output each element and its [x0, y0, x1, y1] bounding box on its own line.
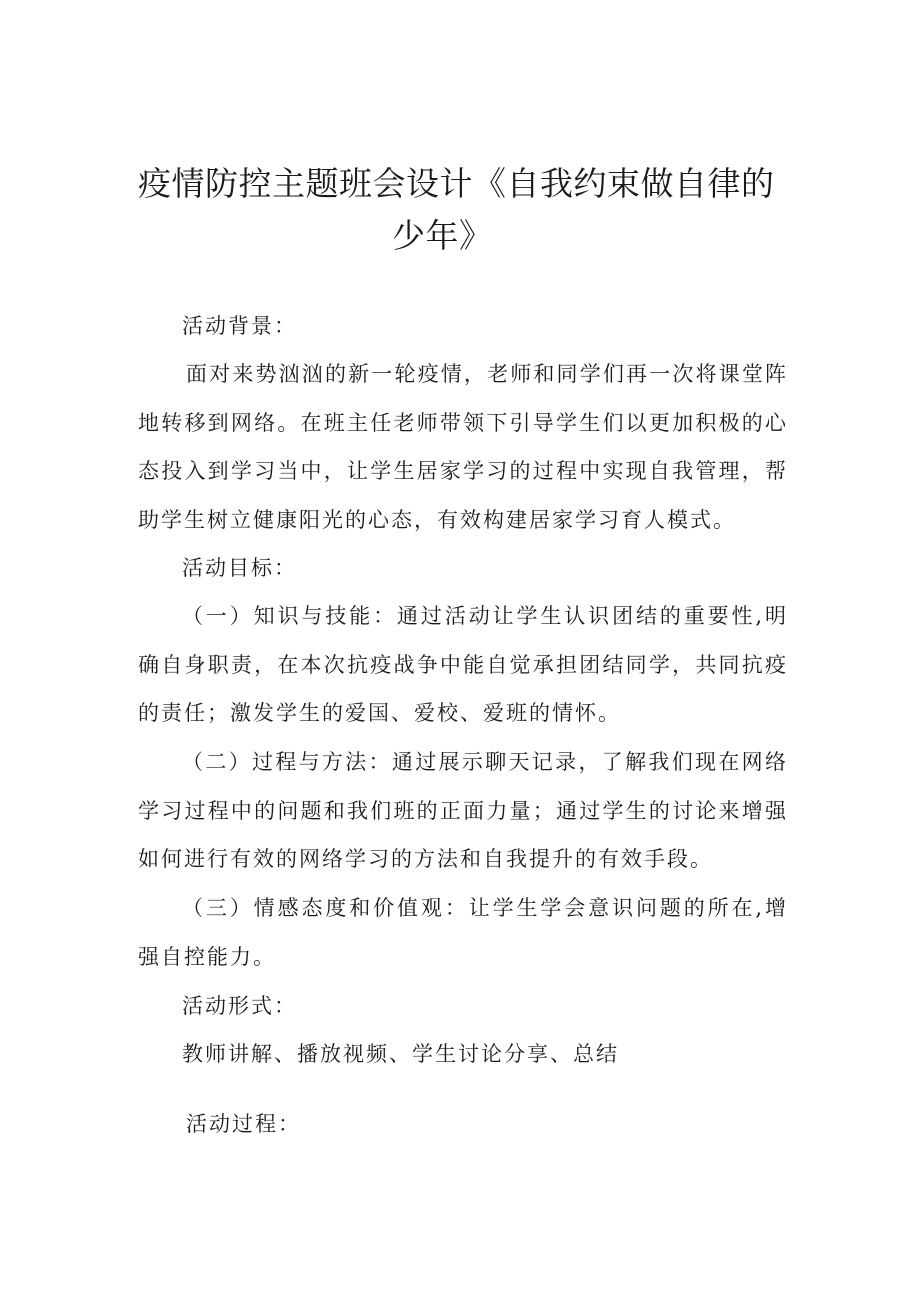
goal-attitude-paragraph: （三）情感态度和价值观：让学生学会意识问题的所在,增强自控能力。: [138, 896, 788, 969]
background-label: 活动背景：: [182, 314, 297, 338]
title-line-2: 少年》: [392, 216, 493, 255]
document-title: [138, 158, 788, 262]
process-label: 活动过程：: [186, 1112, 301, 1136]
goals-label: 活动目标：: [182, 556, 297, 580]
background-paragraph: 面对来势汹汹的新一轮疫情，老师和同学们再一次将课堂阵地转移到网络。在班主任老师带领下引导学生们以更加积极的心态投入到学习当中，让学生居家学习的过程中实现自我管理，帮助学生树立健康阳光的心态，有效构建居家学习育人模式。: [138, 362, 788, 532]
goal-process-paragraph: （二）过程与方法：通过展示聊天记录，了解我们现在网络学习过程中的问题和我们班的正面力量；通过学生的讨论来增强如何进行有效的网络学习的方法和自我提升的有效手段。: [138, 750, 788, 871]
form-text: 教师讲解、播放视频、学生讨论分享、总结: [182, 1042, 619, 1066]
form-label: 活动形式：: [182, 994, 297, 1018]
goal-knowledge-paragraph: （一）知识与技能：通过活动让学生认识团结的重要性,明确自身职责，在本次抗疫战争中能自觉承担团结同学，共同抗疫的责任；激发学生的爱国、爱校、爱班的情怀。: [138, 604, 788, 725]
title-line-1: 疫情防控主题班会设计《自我约束做自律的: [138, 164, 775, 203]
